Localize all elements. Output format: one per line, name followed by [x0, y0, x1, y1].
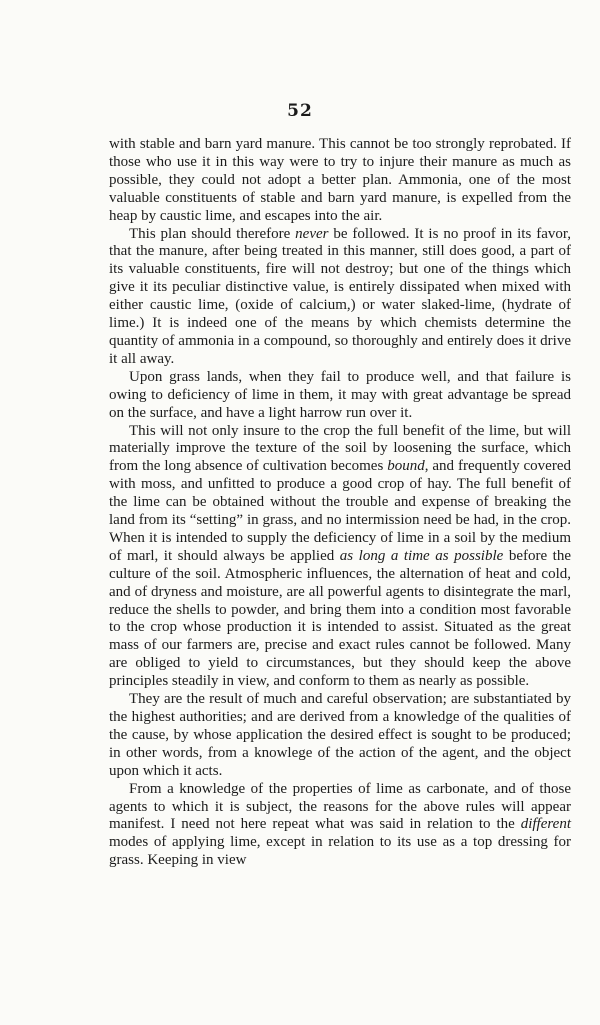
italic-text: different [520, 816, 571, 833]
text-run: modes of applying lime, except in relation to its use as a top dressing for grass. Keeping in view [109, 834, 571, 869]
text-run: From a knowledge of the properties of lime as carbonate, and of those agents to which it is subject, the reasons for the above rules will appear manifest. I need not here repeat what was said in relation to the [109, 780, 571, 833]
text-run: be followed. It is no proof in its favor, that the manure, after being treated in this manner, still does good, a part of its valuable constituents, fire will not destroy; but one of the things which give it its peculiar distinctive value, is entirely dissipated when mixed with either caustic lime, (oxide of calcium,) or water slaked-lime, (hydrate of lime.) It is indeed one of the means by which chemists determine the quantity of ammonia in a compound, so thoroughly and entirely does it drive it all away. [109, 225, 571, 367]
paragraph [109, 226, 571, 369]
text-run: Upon grass lands, when they fail to produce well, and that failure is owing to deficiency of lime in them, it may with great advantage be spread on the surface, and have a light harrow run over it. [109, 368, 571, 421]
paragraph [109, 423, 571, 692]
text-run: before the culture of the soil. Atmospheric influences, the alternation of heat and cold, and of dryness and moisture, are all powerful agents to disintegrate the marl, reduce the shells to powder, and bring them into a condition most favorable to the crop whose production it is intended to assist. Situated as the great mass of our farmers are, precise and exact rules cannot be followed. Many are obliged to yield to circumstances, but they should keep the above principles steadily in view, and conform to them as nearly as possible. [109, 547, 571, 690]
body-text [109, 136, 571, 870]
text-run: This will not only insure to the crop the full benefit of the lime, but will materially improve the texture of the soil by loosening the surface, which from the long absence of cultivation becomes [109, 422, 571, 475]
text-run: with stable and barn yard manure. This cannot be too strongly reprobated. If those who use it in this way were to try to injure their manure as much as possible, they could not adopt a better plan. Ammonia, one of the most valuable constituents of stable and barn yard manure, is expelled from the heap by caustic lime, and escapes into the air. [109, 136, 571, 224]
text-run: They are the result of much and careful observation; are substantiated by the highest authorities; and are derived from a knowledge of the qualities of the cause, by whose application the desired effect is sought to be produced; in other words, from a knowlege of the action of the agent, and the object upon which it acts. [109, 691, 571, 779]
text-run: , and frequently covered with moss, and unfitted to produce a good crop of hay. The full benefit of the lime can be obtained without the trouble and expense of breaking the land from its “setting” in grass, and no intermission need be had, in the crop. When it is intended to supply the deficiency of lime in a soil by the medium of marl, it should always be applied [109, 458, 571, 564]
italic-text: as long a time as possible [339, 547, 504, 564]
paragraph [109, 369, 571, 423]
italic-text: bound [387, 458, 425, 475]
paragraph [109, 691, 571, 781]
italic-text: never [295, 225, 329, 242]
paragraph [109, 136, 571, 226]
paragraph [109, 781, 571, 871]
page-number: 52 [287, 101, 313, 121]
text-run: This plan should therefore [129, 225, 296, 242]
